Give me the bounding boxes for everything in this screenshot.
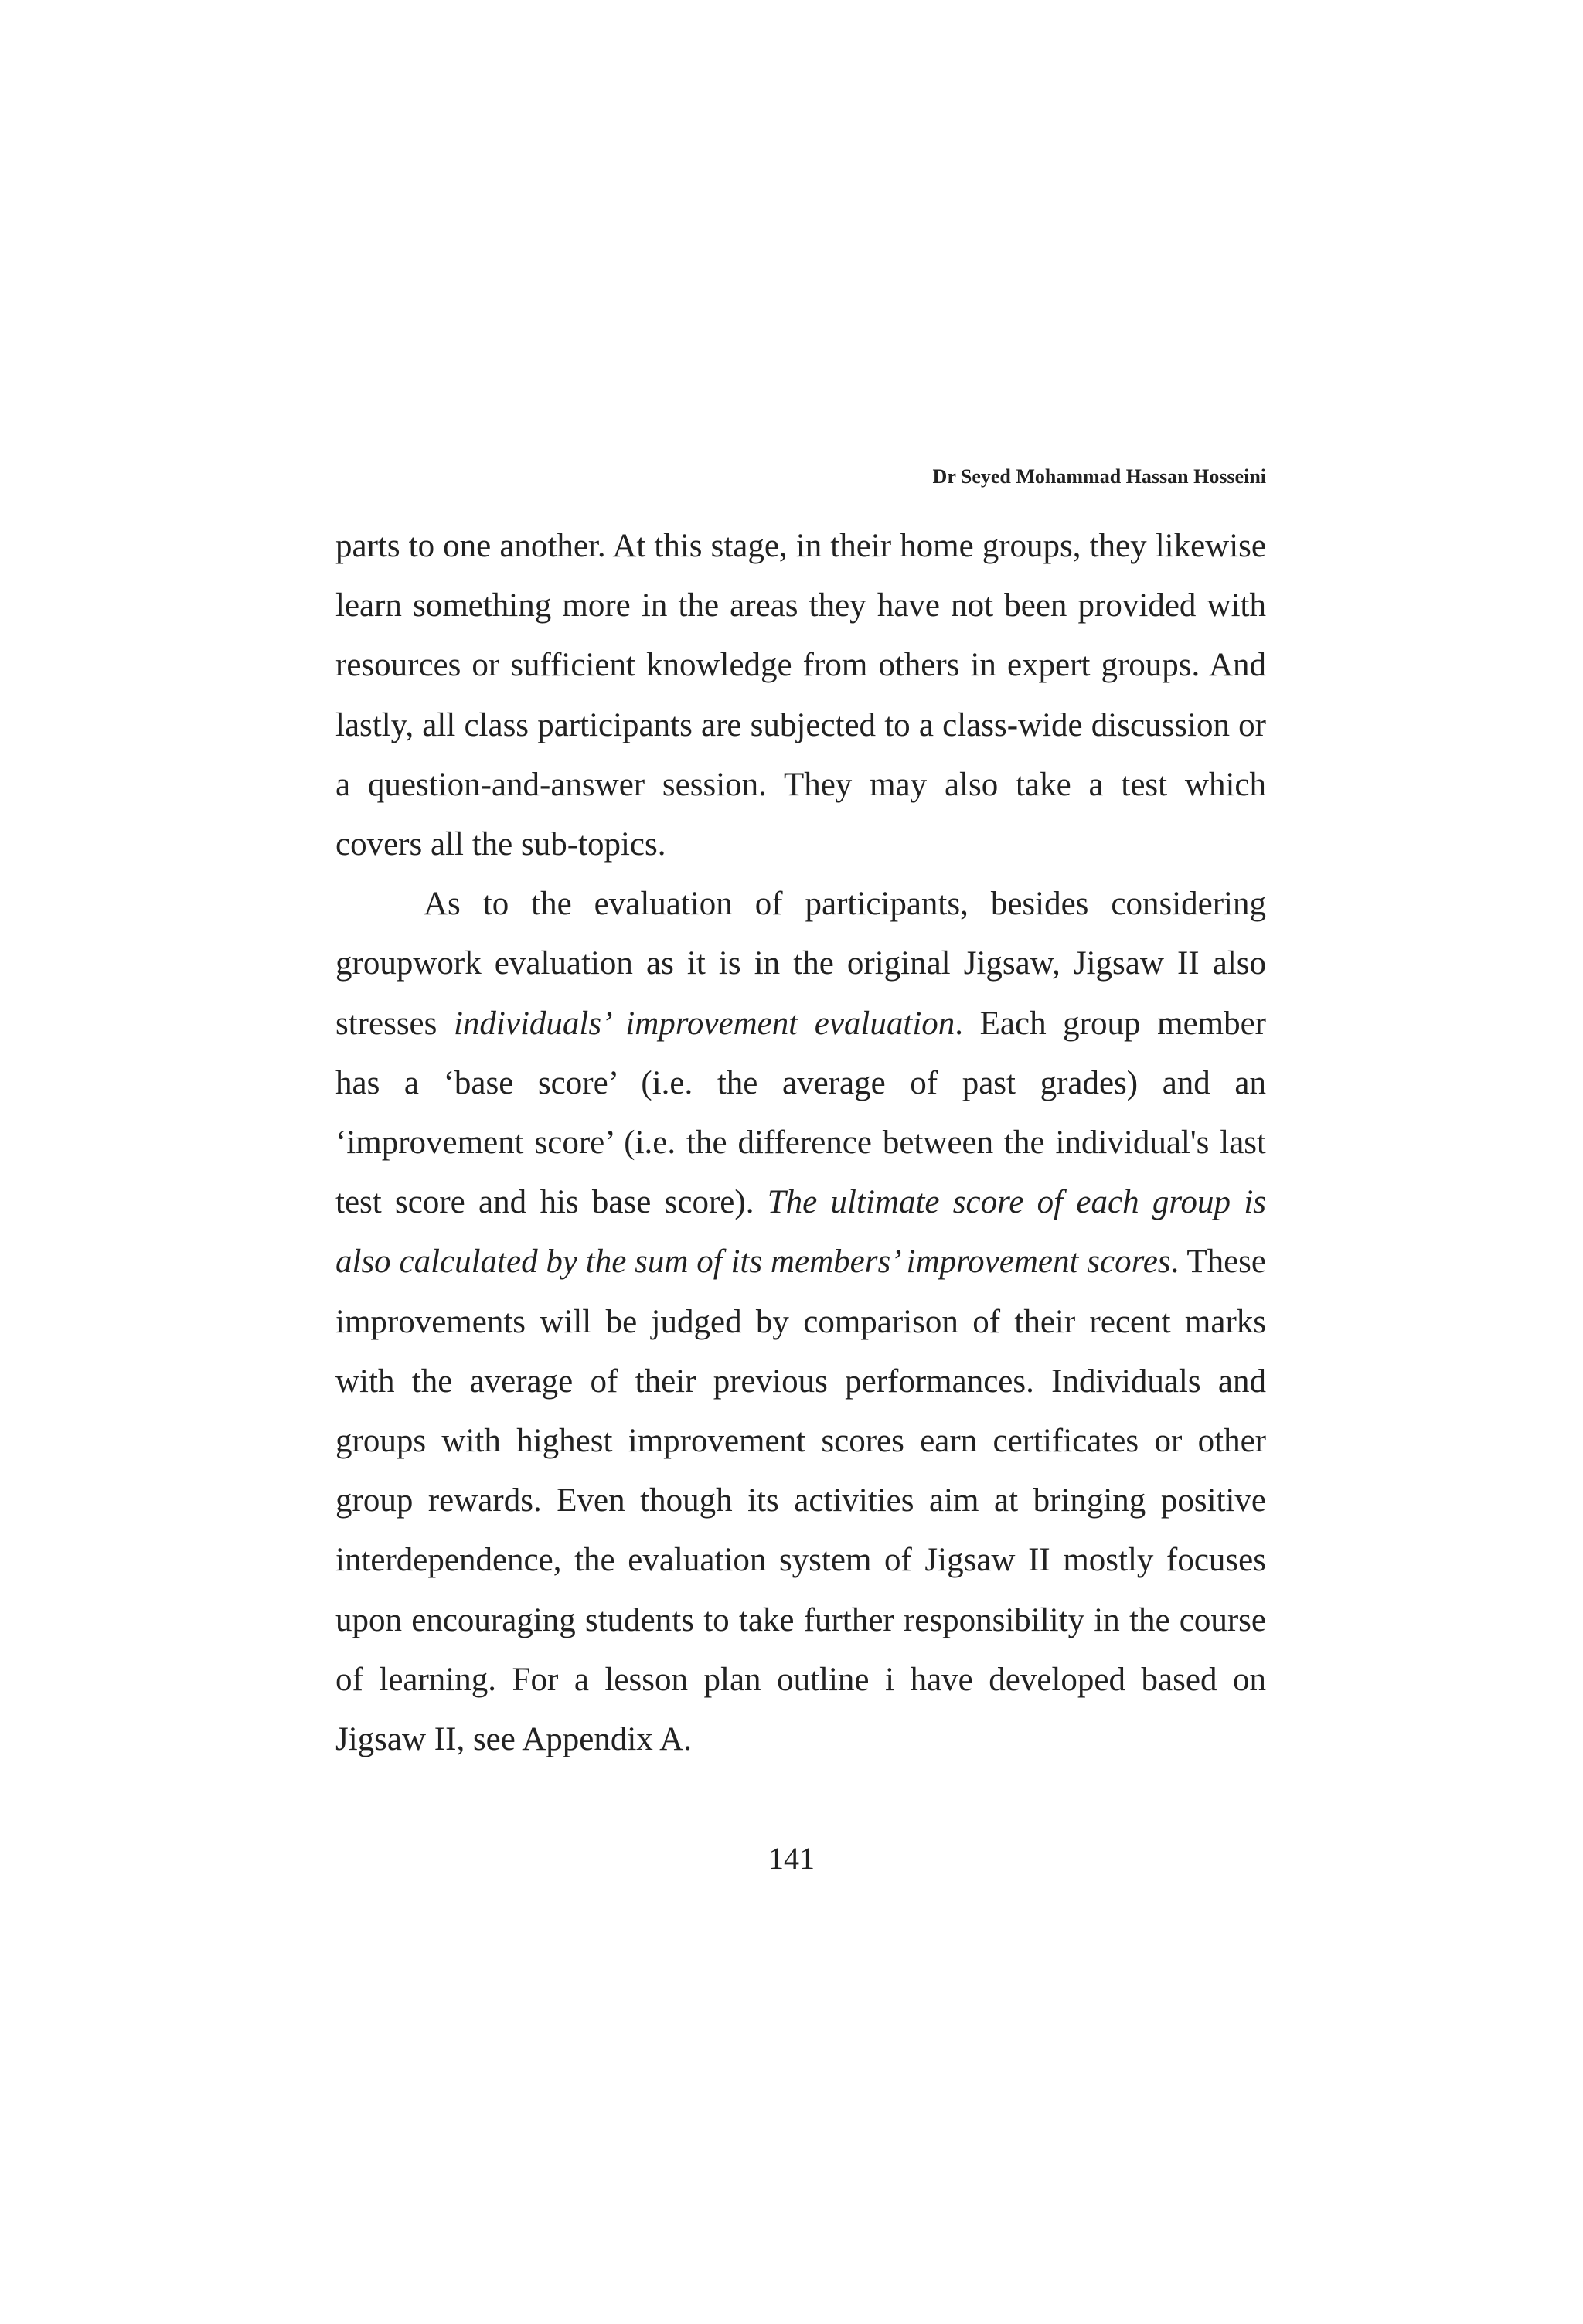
- italic-sentence-ultimate-score: The ultimate score of each group is also calculated by the sum of its members’ improvement scores: [335, 1184, 1266, 1281]
- page-number: 141: [768, 1841, 815, 1876]
- paragraph-text-segment: . These improvements will be judged by comparison of their recent marks with the average of their previous performances. Individuals and groups with highest improvement scores earn certificates or other group rewards. Even though its activities aim at bringing positive interdependence, the evaluation system of Jigsaw II mostly focuses upon encouraging students to take further responsibility in the course of learning. For a lesson plan outline i have developed based on Jigsaw II, see Appendix A.: [335, 1244, 1266, 1758]
- running-header-author: Dr Seyed Mohammad Hassan Hosseini: [932, 465, 1266, 488]
- paragraph-text-segment: As to the evaluation of participants, besides considering groupwork evaluation as it is in the original Jigsaw, Jigsaw II also stresses: [335, 886, 1266, 1042]
- italic-phrase-improvement-evaluation: individuals’ improvement evaluation: [453, 1005, 955, 1042]
- paragraph-evaluation: [335, 874, 1266, 1769]
- body-text: [335, 516, 1266, 1769]
- paragraph-continuation: parts to one another. At this stage, in their home groups, they likewise learn something more in the areas they have not been provided with resources or sufficient knowledge from others in expert groups. And lastly, all class participants are subjected to a class-wide discussion or a question-and-answer session. They may also take a test which covers all the sub-topics.: [335, 528, 1266, 863]
- paragraph-text-segment: . Each group member has a ‘base score’ (i.e. the average of past grades) and an ‘improvement score’ (i.e. the difference between the individual's last test score and his base score).: [335, 1005, 1266, 1221]
